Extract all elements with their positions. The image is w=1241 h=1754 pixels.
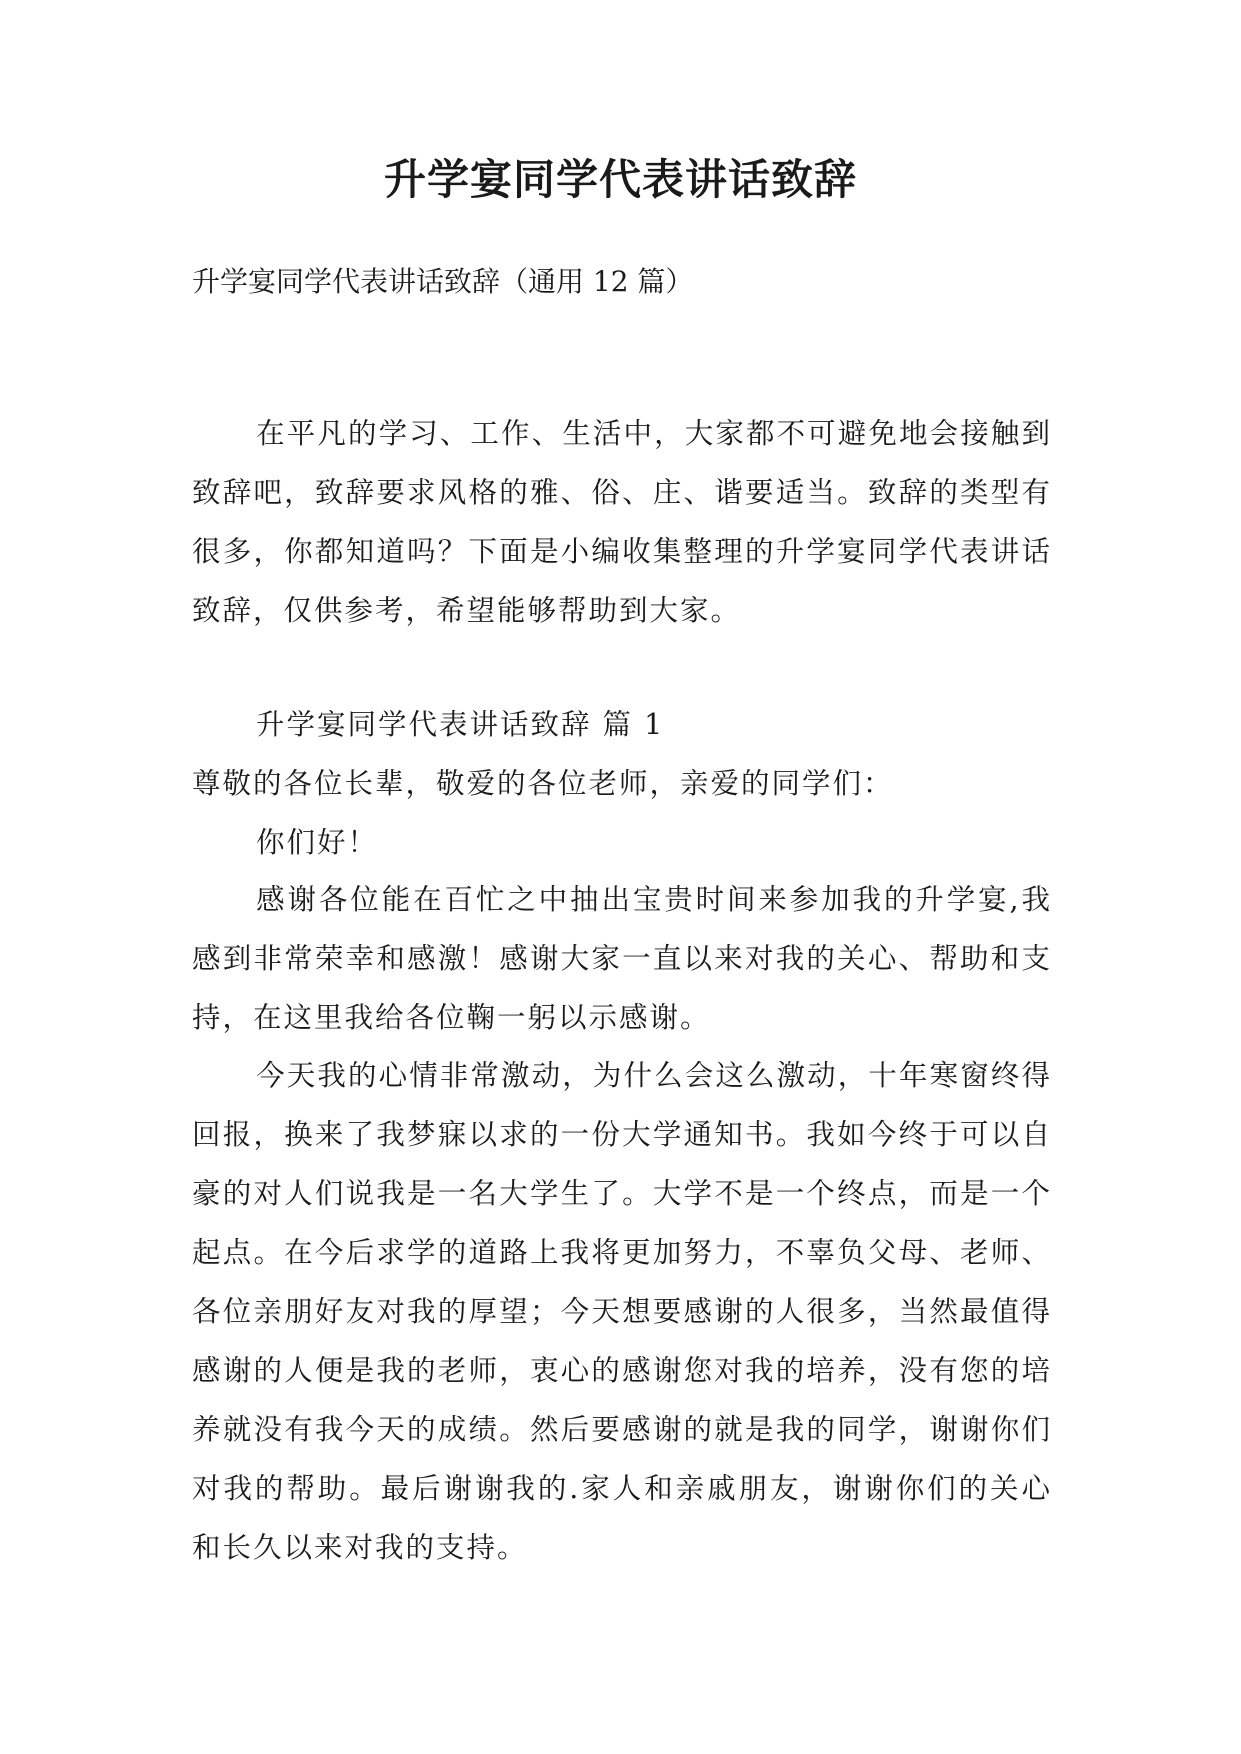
document-subtitle: 升学宴同学代表讲话致辞（通用 12 篇）: [192, 265, 694, 298]
document-title: 升学宴同学代表讲话致辞: [383, 155, 857, 204]
salutation: 尊敬的各位长辈，敬爱的各位老师，亲爱的同学们：: [192, 767, 894, 800]
intro-paragraph: 在平凡的学习、工作、生活中，大家都不可避免地会接触到致辞吧，致辞要求风格的雅、俗、庄、谐要适当。致辞的类型有很多，你都知道吗？下面是小编收集整理的升学宴同学代表讲话致辞，仅供参考，希望能够帮助到大家。: [192, 417, 1052, 627]
body-paragraph-1: 感谢各位能在百忙之中抽出宝贵时间来参加我的升学宴,我感到非常荣幸和感激！感谢大家一直以来对我的关心、帮助和支持，在这里我给各位鞠一躬以示感谢。: [192, 883, 1052, 1034]
body-paragraph-2: 今天我的心情非常激动，为什么会这么激动，十年寒窗终得回报，换来了我梦寐以求的一份大学通知书。我如今终于可以自豪的对人们说我是一名大学生了。大学不是一个终点，而是一个起点。在今后求学的道路上我将更加努力，不辜负父母、老师、各位亲朋好友对我的厚望；今天想要感谢的人很多，当然最值得感谢的人便是我的老师，衷心的感谢您对我的培养，没有您的培养就没有我今天的成绩。然后要感谢的就是我的同学，谢谢你们对我的帮助。最后谢谢我的.家人和亲戚朋友，谢谢你们的关心和长久以来对我的支持。: [192, 1059, 1052, 1564]
greeting: 你们好！: [256, 826, 379, 859]
section-heading: 升学宴同学代表讲话致辞 篇 1: [256, 708, 665, 741]
